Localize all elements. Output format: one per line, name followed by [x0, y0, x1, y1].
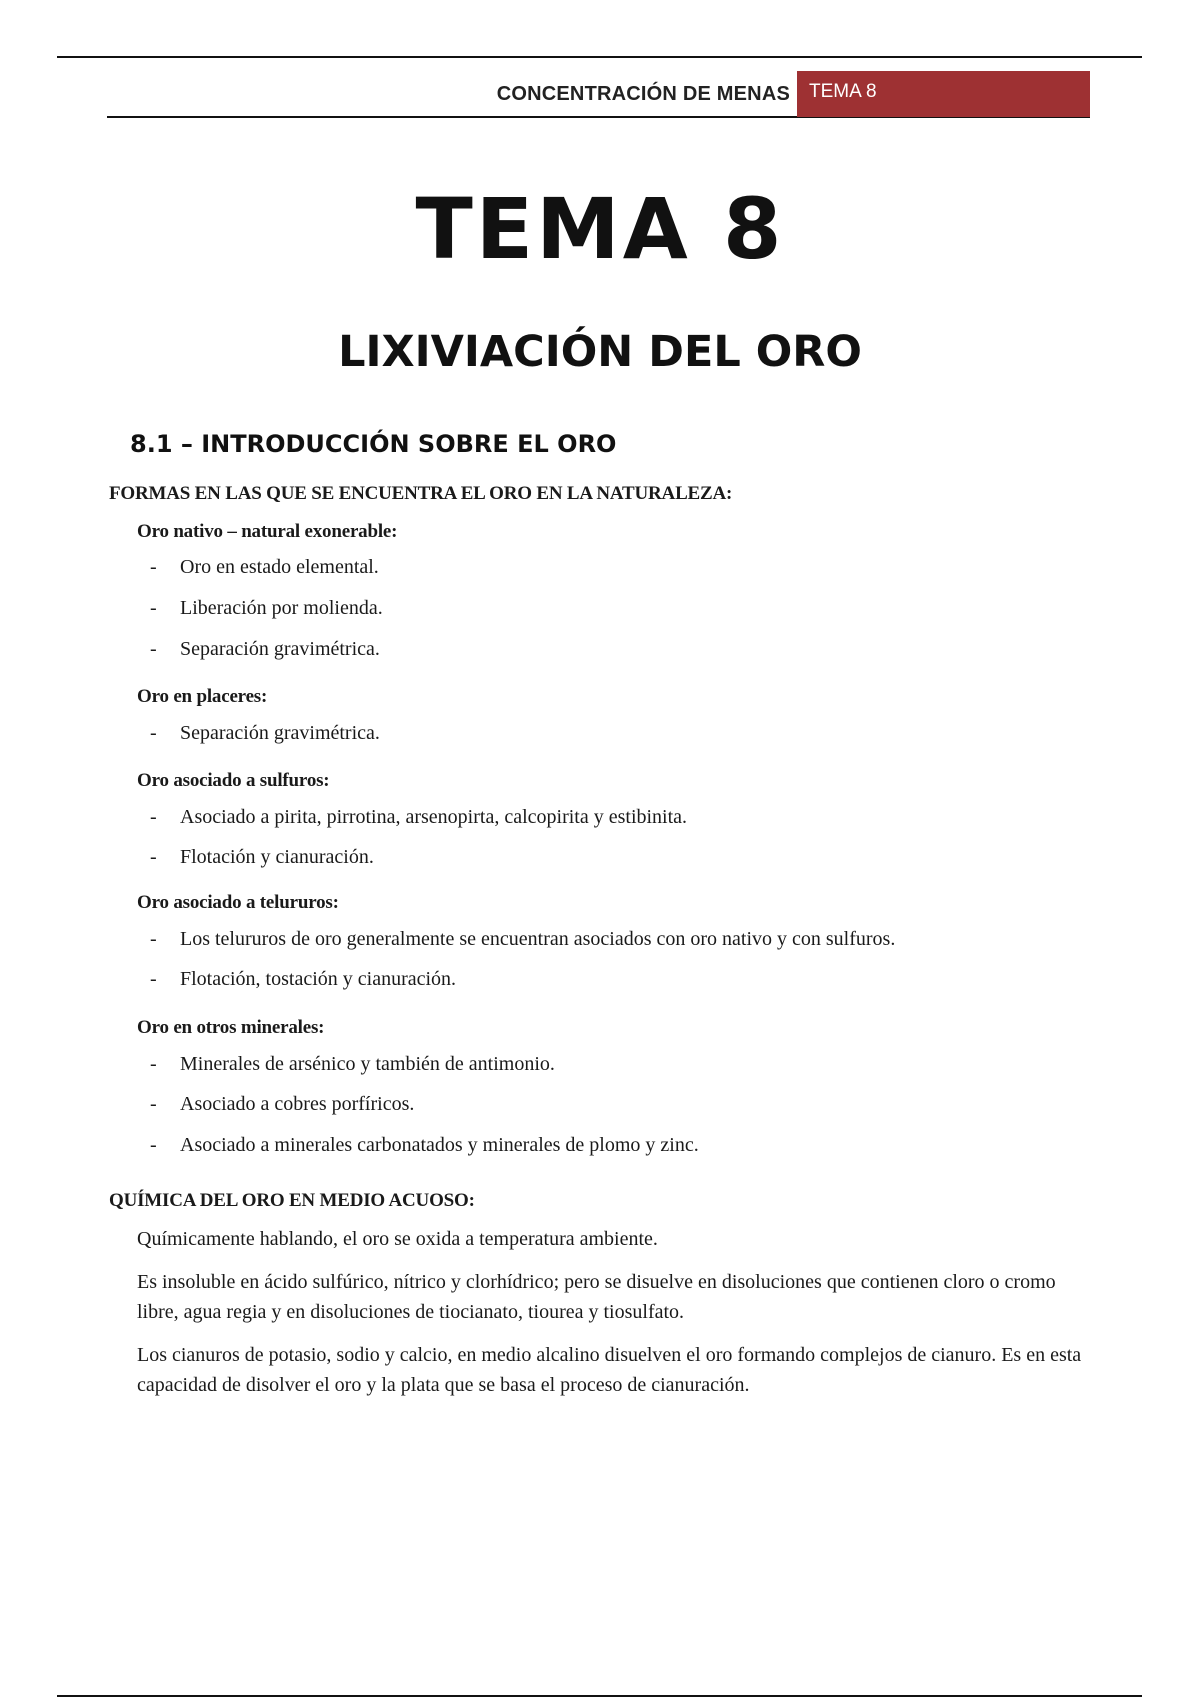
page-subtitle: LIXIVIACIÓN DEL ORO [338, 327, 862, 377]
list-item: - Minerales de arsénico y también de antimonio. [150, 1053, 555, 1075]
list-item: - Asociado a minerales carbonatados y minerales de plomo y zinc. [150, 1134, 699, 1156]
list-item: - Oro en estado elemental. [150, 556, 379, 578]
top-rule [57, 56, 1142, 58]
paragraph: Químicamente hablando, el oro se oxida a temperatura ambiente. [137, 1228, 658, 1250]
list-item: - Flotación, tostación y cianuración. [150, 968, 457, 990]
section-heading: 8.1 – INTRODUCCIÓN SOBRE EL ORO [130, 430, 617, 458]
list-item: - Los telururos de oro generalmente se encuentran asociados con oro nativo y con sulfuros. [150, 928, 896, 950]
header-topic-badge: TEMA 8 [797, 71, 1090, 117]
bottom-rule [57, 1695, 1142, 1697]
list-item: - Asociado a pirita, pirrotina, arsenopirta, calcopirita y estibinita. [150, 806, 688, 828]
group-title: Oro asociado a sulfuros: [137, 770, 330, 791]
page-header [107, 70, 1090, 118]
paragraph: Es insoluble en ácido sulfúrico, nítrico y clorhídrico; pero se disuelve en disoluciones que contienen cloro o cromo libre, agua regia y en disoluciones de tiocianato, tiourea y tiosulfato. [137, 1271, 1056, 1323]
group-title: Oro en placeres: [137, 686, 268, 707]
group-title: Oro asociado a telururos: [137, 892, 339, 913]
list-item: - Separación gravimétrica. [150, 638, 380, 660]
page-title: TEMA 8 [415, 180, 785, 278]
quimica-heading: QUÍMICA DEL ORO EN MEDIO ACUOSO: [109, 1190, 475, 1211]
group-title: Oro en otros minerales: [137, 1017, 325, 1038]
list-item: - Liberación por molienda. [150, 597, 383, 619]
list-item: - Flotación y cianuración. [150, 846, 374, 868]
group-title: Oro nativo – natural exonerable: [137, 521, 398, 542]
header-course-title: CONCENTRACIÓN DE MENAS [496, 83, 790, 105]
paragraph: Los cianuros de potasio, sodio y calcio, en medio alcalino disuelven el oro formando complejos de cianuro. Es en esta capacidad de disolver el oro y la plata que se basa el proceso de cianuración. [137, 1344, 1082, 1396]
list-item: - Separación gravimétrica. [150, 722, 380, 744]
formas-heading: FORMAS EN LAS QUE SE ENCUENTRA EL ORO EN LA NATURALEZA: [109, 483, 733, 504]
list-item: - Asociado a cobres porfíricos. [150, 1093, 415, 1115]
